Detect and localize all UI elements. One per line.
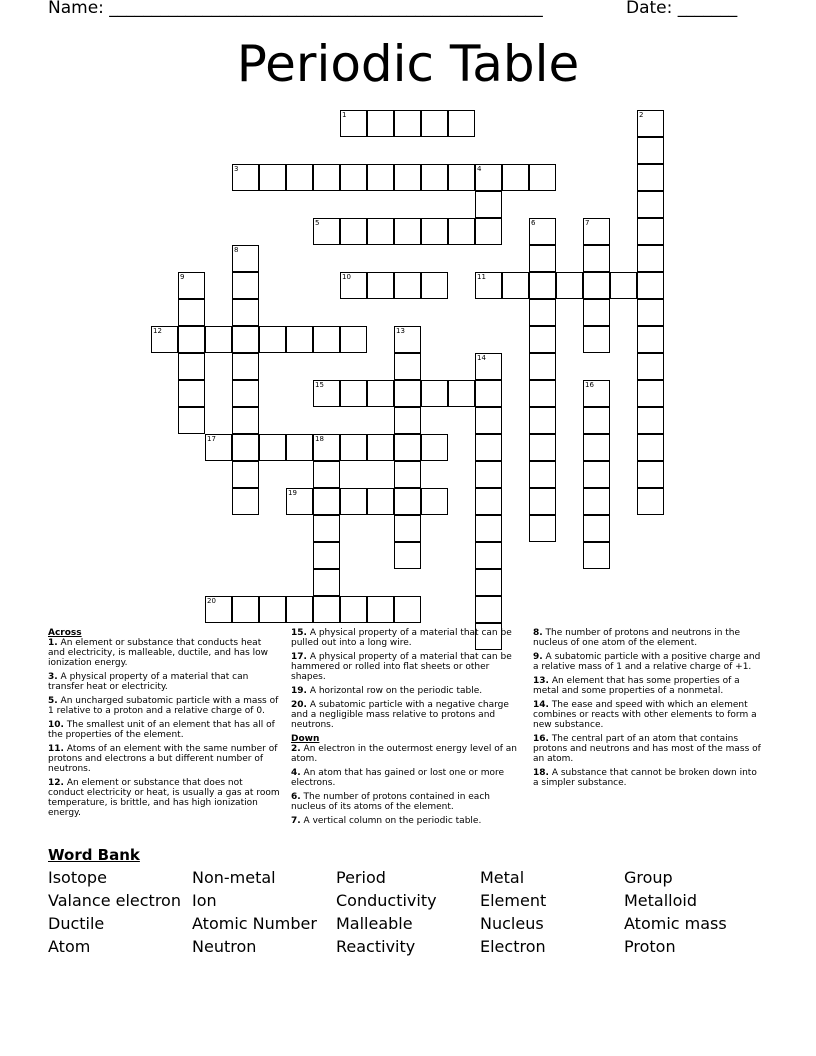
crossword-cell[interactable] [232, 461, 259, 488]
crossword-cell[interactable] [421, 434, 448, 461]
clue-number-label: 3 [234, 165, 239, 173]
clue-text: An uncharged subatomic particle with a mass of 1 relative to a proton and a relative charge of 0. [48, 696, 279, 716]
crossword-cell[interactable] [340, 218, 367, 245]
word-bank-item: Electron [480, 937, 546, 956]
clue-number-label: 14 [477, 354, 486, 362]
clue-number-label: 5 [315, 219, 320, 227]
clue-number-label: 20 [207, 597, 216, 605]
crossword-cell[interactable] [313, 488, 340, 515]
crossword-cell[interactable] [394, 380, 421, 407]
clue-number-label: 18 [315, 435, 324, 443]
word-bank-item: Non-metal [192, 868, 276, 887]
crossword-cell[interactable] [259, 164, 286, 191]
word-bank-item: Atomic mass [624, 914, 727, 933]
crossword-cell[interactable] [367, 110, 394, 137]
crossword-cell[interactable] [232, 380, 259, 407]
clue-number-label: 12 [153, 327, 162, 335]
crossword-cell[interactable] [232, 596, 259, 623]
clue-number: 8. [533, 628, 543, 638]
clue-number-label: 2 [639, 111, 644, 119]
clue [291, 744, 523, 764]
clue-number-label: 17 [207, 435, 216, 443]
clue-number: 9. [533, 652, 543, 662]
crossword-cell[interactable] [448, 218, 475, 245]
word-bank-item: Conductivity [336, 891, 437, 910]
clue [48, 744, 280, 774]
crossword-cell[interactable] [529, 326, 556, 353]
clue [533, 652, 765, 672]
clue [291, 628, 523, 648]
crossword-cell[interactable] [394, 461, 421, 488]
clue-text: Atoms of an element with the same number of protons and electrons a but different number of neutrons. [48, 744, 278, 774]
crossword-cell[interactable] [637, 461, 664, 488]
clue-text: A physical property of a material that can be pulled out into a long wire. [291, 628, 512, 648]
clue-number: 17. [291, 652, 307, 662]
clue [291, 792, 523, 812]
clue-text: The central part of an atom that contains protons and neutrons and has most of the mass of an atom. [533, 734, 761, 764]
crossword-cell[interactable] [367, 272, 394, 299]
clue-number-label: 19 [288, 489, 297, 497]
word-bank-item: Proton [624, 937, 676, 956]
clue-number: 6. [291, 792, 301, 802]
crossword-cell[interactable] [448, 110, 475, 137]
crossword-cell[interactable] [583, 461, 610, 488]
crossword-cell[interactable] [232, 272, 259, 299]
across-clue-list [48, 638, 280, 818]
crossword-cell[interactable] [475, 569, 502, 596]
clue-text: The number of protons contained in each nucleus of its atoms of the element. [291, 792, 490, 812]
crossword-cell[interactable] [475, 191, 502, 218]
clue-number-label: 8 [234, 246, 239, 254]
crossword-cell[interactable] [340, 488, 367, 515]
clue-number: 11. [48, 744, 64, 754]
clue [48, 672, 280, 692]
crossword-cell[interactable] [529, 353, 556, 380]
crossword-cell[interactable] [475, 218, 502, 245]
clue [533, 768, 765, 788]
word-bank-item: Period [336, 868, 386, 887]
crossword-cell[interactable] [637, 299, 664, 326]
crossword-cell[interactable] [286, 434, 313, 461]
down-clue-list [291, 744, 523, 826]
crossword-cell[interactable] [394, 434, 421, 461]
crossword-cell[interactable] [394, 596, 421, 623]
crossword-cell[interactable] [178, 299, 205, 326]
crossword-cell[interactable] [529, 515, 556, 542]
clue-number: 15. [291, 628, 307, 638]
crossword-cell[interactable] [394, 542, 421, 569]
crossword-cell[interactable] [421, 218, 448, 245]
clue-number: 14. [533, 700, 549, 710]
word-bank-item: Element [480, 891, 547, 910]
crossword-cell[interactable] [232, 326, 259, 353]
crossword-cell[interactable] [340, 326, 367, 353]
crossword-cell[interactable] [367, 380, 394, 407]
clues-column-1 [48, 628, 280, 822]
crossword-cell[interactable] [475, 434, 502, 461]
crossword-cell[interactable] [475, 461, 502, 488]
crossword-cell[interactable] [421, 164, 448, 191]
crossword-cell[interactable] [205, 326, 232, 353]
crossword-cell[interactable] [367, 164, 394, 191]
crossword-cell[interactable] [313, 461, 340, 488]
clue [291, 652, 523, 682]
word-bank-item: Group [624, 868, 673, 887]
crossword-cell[interactable] [340, 434, 367, 461]
word-bank-item: Ion [192, 891, 217, 910]
clue [48, 778, 280, 818]
crossword-cell[interactable] [394, 110, 421, 137]
crossword-cell[interactable] [583, 542, 610, 569]
crossword-cell[interactable] [637, 272, 664, 299]
across-heading: Across [48, 628, 82, 638]
clue-text: A physical property of a material that can be hammered or rolled into flat sheets or other shapes. [291, 652, 512, 682]
crossword-cell[interactable] [394, 515, 421, 542]
clue [291, 686, 523, 696]
page-title: Periodic Table [236, 35, 580, 93]
crossword-cell[interactable] [502, 272, 529, 299]
crossword-cell[interactable] [286, 164, 313, 191]
crossword-cell[interactable] [394, 407, 421, 434]
crossword-cell[interactable] [448, 164, 475, 191]
clue-text: The ease and speed with which an element combines or reacts with other elements to form a new substance. [533, 700, 757, 730]
clue-number-label: 1 [342, 111, 347, 119]
clue [533, 676, 765, 696]
crossword-cell[interactable] [529, 407, 556, 434]
clue-text: A horizontal row on the periodic table. [306, 686, 483, 696]
crossword-cell[interactable] [232, 353, 259, 380]
crossword-cell[interactable] [232, 488, 259, 515]
crossword-cell[interactable] [313, 164, 340, 191]
crossword-cell[interactable] [367, 434, 394, 461]
crossword-cell[interactable] [583, 326, 610, 353]
crossword-cell[interactable] [637, 191, 664, 218]
crossword-cell[interactable] [367, 596, 394, 623]
clue-number: 5. [48, 696, 58, 706]
crossword-cell[interactable] [394, 488, 421, 515]
clue-number-label: 10 [342, 273, 351, 281]
crossword-cell[interactable] [178, 353, 205, 380]
down-heading: Down [291, 734, 320, 744]
clue-number-label: 4 [477, 165, 482, 173]
crossword-cell[interactable] [529, 434, 556, 461]
clue-number: 4. [291, 768, 301, 778]
crossword-cell[interactable] [394, 272, 421, 299]
crossword-cell[interactable] [475, 380, 502, 407]
crossword-cell[interactable] [286, 326, 313, 353]
crossword-cell[interactable] [340, 380, 367, 407]
crossword-cell[interactable] [232, 434, 259, 461]
clue-number-label: 6 [531, 219, 536, 227]
crossword-cell[interactable] [367, 488, 394, 515]
crossword-cell[interactable] [313, 326, 340, 353]
clue-number: 3. [48, 672, 58, 682]
crossword-cell[interactable] [340, 596, 367, 623]
clue [533, 734, 765, 764]
crossword-cell[interactable] [583, 434, 610, 461]
crossword-cell[interactable] [178, 380, 205, 407]
clue-text: A physical property of a material that can transfer heat or electricity. [48, 672, 249, 692]
crossword-cell[interactable] [529, 380, 556, 407]
crossword-cell[interactable] [637, 218, 664, 245]
crossword-cell[interactable] [340, 164, 367, 191]
across-clue-list-continued [291, 628, 523, 730]
crossword-cell[interactable] [583, 245, 610, 272]
clue [291, 816, 523, 826]
word-bank-item: Isotope [48, 868, 107, 887]
crossword-cell[interactable] [637, 353, 664, 380]
crossword-cell[interactable] [259, 596, 286, 623]
word-bank [48, 866, 768, 958]
clue-number-label: 9 [180, 273, 185, 281]
clue-text: The number of protons and neutrons in the nucleus of one atom of the element. [533, 628, 741, 648]
crossword-cell[interactable] [475, 488, 502, 515]
clue-number-label: 7 [585, 219, 590, 227]
clue [533, 628, 765, 648]
crossword-cell[interactable] [637, 137, 664, 164]
crossword-cell[interactable] [232, 299, 259, 326]
clue [48, 638, 280, 668]
crossword-cell[interactable] [178, 407, 205, 434]
word-bank-item: Atomic Number [192, 914, 317, 933]
crossword-cell[interactable] [529, 164, 556, 191]
crossword-cell[interactable] [475, 407, 502, 434]
crossword-cell[interactable] [529, 272, 556, 299]
crossword-cell[interactable] [367, 218, 394, 245]
crossword-cell[interactable] [421, 110, 448, 137]
crossword-cell[interactable] [313, 542, 340, 569]
crossword-cell[interactable] [394, 164, 421, 191]
clue-text: An electron in the outermost energy level of an atom. [291, 744, 517, 764]
crossword-cell[interactable] [637, 434, 664, 461]
crossword-cell[interactable] [583, 515, 610, 542]
word-bank-item: Ductile [48, 914, 105, 933]
crossword-cell[interactable] [232, 407, 259, 434]
word-bank-item: Valance electron [48, 891, 181, 910]
clue-number: 16. [533, 734, 549, 744]
crossword-cell[interactable] [583, 299, 610, 326]
clue-number: 12. [48, 778, 64, 788]
clue-number-label: 16 [585, 381, 594, 389]
clue [48, 696, 280, 716]
crossword-cell[interactable] [583, 488, 610, 515]
clue-number: 2. [291, 744, 301, 754]
clue-text: An element or substance that does not conduct electricity or heat, is usually a gas at room temperature, is brittle, and has high ionization energy. [48, 778, 280, 818]
clue [533, 700, 765, 730]
crossword-cell[interactable] [448, 380, 475, 407]
clue-number-label: 15 [315, 381, 324, 389]
crossword-cell[interactable] [502, 164, 529, 191]
crossword-cell[interactable] [475, 596, 502, 623]
crossword-cell[interactable] [529, 245, 556, 272]
clue [291, 768, 523, 788]
crossword-cell[interactable] [637, 245, 664, 272]
crossword-cell[interactable] [583, 407, 610, 434]
clue-number: 1. [48, 638, 58, 648]
clue-number: 20. [291, 700, 307, 710]
crossword-cell[interactable] [637, 164, 664, 191]
clue-text: The smallest unit of an element that has all of the properties of the element. [48, 720, 275, 740]
word-bank-item: Malleable [336, 914, 413, 933]
clue-text: An atom that has gained or lost one or more electrons. [291, 768, 505, 788]
down-clue-list-continued [533, 628, 765, 788]
word-bank-item: Neutron [192, 937, 257, 956]
crossword-cell[interactable] [637, 488, 664, 515]
clue-text: An element that has some properties of a metal and some properties of a nonmetal. [533, 676, 740, 696]
word-bank-item: Metal [480, 868, 525, 887]
crossword-cell[interactable] [637, 326, 664, 353]
crossword-cell[interactable] [286, 596, 313, 623]
clue-number: 7. [291, 816, 301, 826]
crossword-cell[interactable] [394, 218, 421, 245]
word-bank-title: Word Bank [48, 846, 140, 864]
clue [48, 720, 280, 740]
word-bank-item: Metalloid [624, 891, 698, 910]
clue-number: 10. [48, 720, 64, 730]
clue-text: A subatomic particle with a negative charge and a negligible mass relative to protons and neutrons. [291, 700, 509, 730]
crossword-cell[interactable] [475, 515, 502, 542]
crossword-cell[interactable] [556, 272, 583, 299]
crossword-cell[interactable] [583, 272, 610, 299]
clue-text: An element or substance that conducts heat and electricity, is malleable, ductile, and has low ionization energy. [48, 638, 269, 668]
crossword-cell[interactable] [313, 569, 340, 596]
crossword-cell[interactable] [529, 461, 556, 488]
crossword-cell[interactable] [259, 434, 286, 461]
clue-number-label: 13 [396, 327, 405, 335]
crossword-cell[interactable] [259, 326, 286, 353]
word-bank-item: Nucleus [480, 914, 544, 933]
clue-text: A vertical column on the periodic table. [300, 816, 482, 826]
crossword-cell[interactable] [637, 407, 664, 434]
crossword-cell[interactable] [394, 353, 421, 380]
date-field-label[interactable]: Date: _______ [626, 0, 738, 18]
crossword-cell[interactable] [421, 380, 448, 407]
clue-number-label: 11 [477, 273, 486, 281]
clues-column-3 [533, 628, 765, 792]
clue-text: A substance that cannot be broken down into a simpler substance. [533, 768, 757, 788]
crossword-cell[interactable] [313, 515, 340, 542]
word-bank-item: Atom [48, 937, 91, 956]
crossword-cell[interactable] [529, 299, 556, 326]
clue-number: 18. [533, 768, 549, 778]
crossword-cell[interactable] [637, 380, 664, 407]
name-field-label[interactable]: Name: ___________________________________________________ [48, 0, 543, 18]
clue-number: 19. [291, 686, 307, 696]
crossword-cell[interactable] [421, 272, 448, 299]
clue [291, 700, 523, 730]
crossword-cell[interactable] [610, 272, 637, 299]
crossword-cell[interactable] [475, 542, 502, 569]
crossword-cell[interactable] [421, 488, 448, 515]
word-bank-item: Reactivity [336, 937, 416, 956]
clues-column-2 [291, 628, 523, 830]
crossword-cell[interactable] [178, 326, 205, 353]
crossword-cell[interactable] [313, 596, 340, 623]
clue-text: A subatomic particle with a positive charge and a relative mass of 1 and a relative charge of +1. [533, 652, 761, 672]
clue-number: 13. [533, 676, 549, 686]
crossword-cell[interactable] [529, 488, 556, 515]
